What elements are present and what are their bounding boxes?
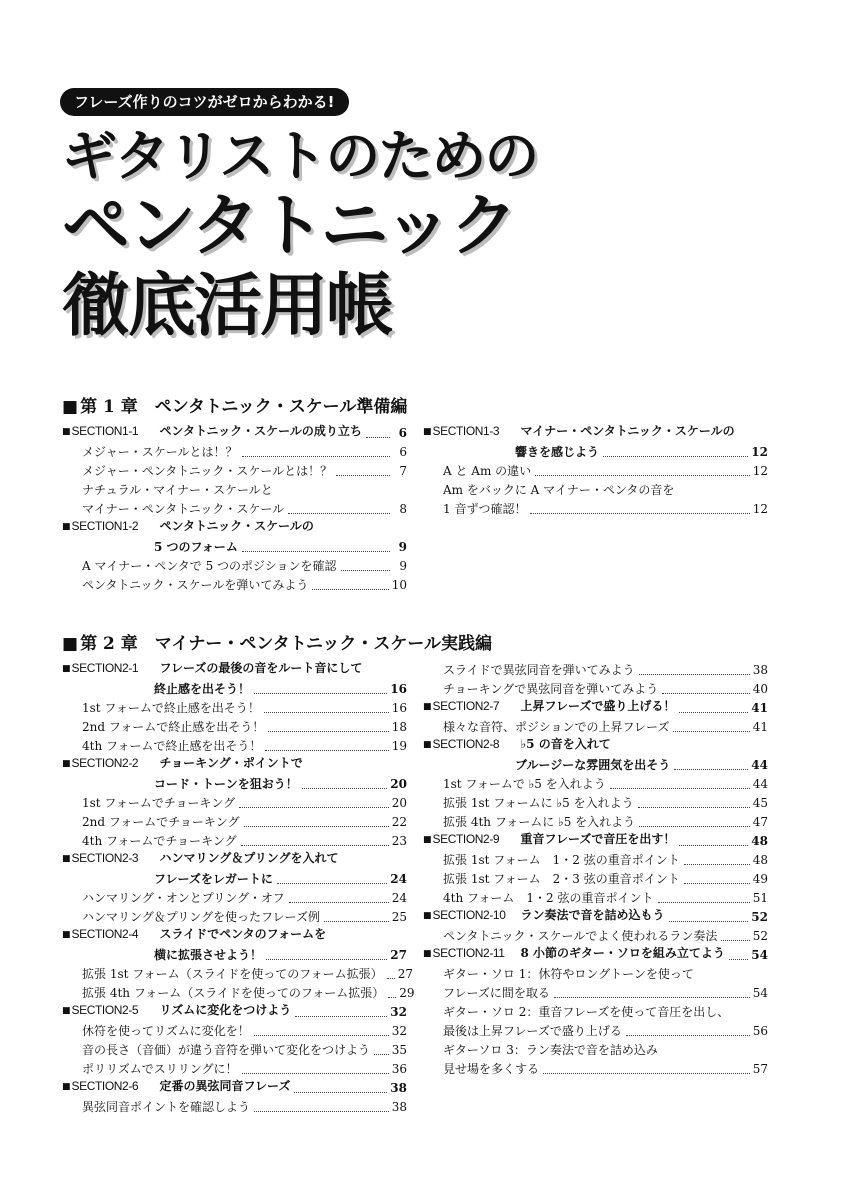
section-number: SECTION2-9 bbox=[432, 832, 500, 846]
page-number: 12 bbox=[751, 445, 768, 459]
page-number: 6 bbox=[399, 445, 407, 459]
dot-leader bbox=[669, 921, 749, 922]
page-number: 38 bbox=[391, 1100, 407, 1114]
dot-leader bbox=[254, 1035, 389, 1036]
toc-entry-text: チョーキング・ポイントで bbox=[159, 756, 303, 770]
page-number: 12 bbox=[752, 502, 768, 516]
toc-entry-text: ラン奏法で音を詰め込もう bbox=[520, 908, 665, 922]
dot-leader bbox=[244, 826, 389, 827]
toc-subentry bbox=[423, 1041, 768, 1060]
toc-entry-text: ペンタトニック・スケールの成り立ち bbox=[159, 424, 362, 438]
toc-entry-title bbox=[423, 422, 735, 443]
toc-subentry bbox=[62, 699, 407, 718]
toc-entry-text: 響きを感じよう bbox=[515, 445, 600, 459]
toc-section-entry bbox=[62, 851, 407, 870]
page-number: 54 bbox=[752, 986, 768, 1000]
toc-entry-title bbox=[82, 462, 332, 481]
toc-entry-text: 5 つのフォーム bbox=[154, 540, 238, 554]
toc-section-entry bbox=[62, 870, 407, 889]
toc-entry-text: ペンタトニック・スケールを弾いてみよう bbox=[82, 578, 309, 592]
toc-entry-text: A と Am の違い bbox=[443, 464, 532, 478]
dot-leader bbox=[288, 513, 390, 514]
toc-entry-text: 定番の異弦同音フレーズ bbox=[159, 1079, 291, 1093]
dot-leader bbox=[673, 731, 749, 732]
toc-entry-text: 横に拡張させよう！ bbox=[154, 948, 263, 962]
toc-entry-text: 重音フレーズで音圧を出す！ bbox=[520, 832, 676, 846]
toc-section-entry bbox=[423, 946, 768, 965]
toc-entry-text: 休符を使ってリズムに変化を！ bbox=[82, 1024, 250, 1038]
toc-section-entry bbox=[423, 737, 768, 756]
toc-subentry bbox=[62, 965, 413, 984]
toc-entry-text: 2nd フォームで終止感を出そう！ bbox=[82, 720, 265, 734]
toc-section-entry bbox=[62, 680, 407, 699]
toc-entry-title bbox=[443, 1003, 729, 1022]
toc-subentry bbox=[423, 851, 768, 870]
toc-section-entry bbox=[62, 661, 407, 680]
toc-entry-title bbox=[443, 851, 680, 870]
chapter-1-heading: ■ 第 1 章 ペンタトニック・スケール準備編 bbox=[62, 395, 407, 419]
toc-entry-text: フレーズの最後の音をルート音にして bbox=[159, 661, 363, 675]
page-number: 6 bbox=[398, 426, 407, 440]
section-number: SECTION2-4 bbox=[71, 927, 139, 941]
dot-leader bbox=[530, 513, 749, 514]
toc-subentry bbox=[423, 984, 768, 1003]
toc-entry-title bbox=[82, 794, 235, 813]
toc-entry-text: スライドで異弦同音を弾いてみよう bbox=[443, 663, 635, 677]
page-number: 41 bbox=[752, 720, 768, 734]
toc-entry-text: リズムに変化をつけよう bbox=[159, 1003, 292, 1017]
toc-entry-text: ペンタトニック・スケールの bbox=[159, 519, 314, 533]
dot-leader bbox=[658, 902, 750, 903]
page-number: 18 bbox=[391, 720, 407, 734]
toc-entry-title bbox=[515, 756, 670, 775]
page-number: 19 bbox=[391, 739, 407, 753]
toc-subentry bbox=[423, 775, 768, 794]
toc-section-entry bbox=[62, 756, 407, 775]
toc-entry-title bbox=[154, 538, 238, 557]
toc-section-entry bbox=[423, 832, 768, 851]
page-number: 57 bbox=[752, 1062, 768, 1076]
chapter-2-toc-right bbox=[423, 661, 768, 1079]
page-number: 35 bbox=[391, 1043, 407, 1057]
dot-leader bbox=[603, 456, 748, 457]
dot-leader bbox=[388, 997, 396, 998]
toc-entry-text: 1st フォームで終止感を出そう！ bbox=[82, 701, 260, 715]
dot-leader bbox=[554, 997, 750, 998]
page-number: 16 bbox=[390, 682, 407, 696]
dot-leader bbox=[294, 1092, 387, 1093]
toc-subentry bbox=[62, 1022, 407, 1041]
dot-leader bbox=[289, 902, 389, 903]
page-number: 36 bbox=[391, 1062, 407, 1076]
page-number: 44 bbox=[751, 758, 768, 772]
toc-entry-text: 拡張 4th フォーム（スライドを使ってのフォーム拡張） bbox=[82, 986, 385, 1000]
toc-entry-title bbox=[82, 965, 383, 984]
page-number: 44 bbox=[752, 777, 768, 791]
toc-subentry bbox=[62, 576, 407, 595]
toc-entry-title bbox=[62, 1001, 291, 1022]
toc-entry-text: ブルージーな雰囲気を出そう bbox=[515, 758, 671, 772]
toc-section-entry bbox=[62, 1003, 407, 1022]
chapter-2-toc-left bbox=[62, 661, 415, 1117]
dot-leader bbox=[639, 826, 750, 827]
toc-entry-title bbox=[443, 870, 680, 889]
dot-leader bbox=[679, 712, 748, 713]
toc-entry-title bbox=[154, 680, 250, 699]
dot-leader bbox=[266, 959, 387, 960]
page-number: 38 bbox=[390, 1081, 407, 1095]
section-number: SECTION2-8 bbox=[432, 737, 500, 751]
toc-entry-text: 上昇フレーズで盛り上げる！ bbox=[520, 699, 676, 713]
toc-subentry bbox=[62, 1041, 407, 1060]
page-number: 38 bbox=[752, 663, 768, 677]
toc-entry-title bbox=[82, 1041, 370, 1060]
toc-entry-text: ポリリズムでスリリングに！ bbox=[82, 1062, 238, 1076]
toc-entry-text: フレーズに間を取る bbox=[443, 986, 550, 1000]
toc-entry-text: ギター・ソロ 1：休符やロングトーンを使って bbox=[443, 967, 694, 981]
page-number: 24 bbox=[391, 891, 407, 905]
toc-subentry bbox=[423, 794, 768, 813]
toc-entry-title bbox=[443, 661, 635, 680]
dot-leader bbox=[254, 1111, 389, 1112]
page-number: 20 bbox=[390, 777, 407, 791]
toc-entry-text: ナチュラル・マイナー・スケールと bbox=[82, 483, 273, 497]
toc-subentry bbox=[423, 1060, 768, 1079]
toc-subentry bbox=[62, 557, 407, 576]
toc-entry-title bbox=[82, 481, 273, 500]
section-number: SECTION2-6 bbox=[71, 1079, 139, 1093]
page-number: 29 bbox=[399, 986, 415, 1000]
toc-entry-text: マイナー・ペンタトニック・スケール bbox=[82, 502, 285, 516]
dot-leader bbox=[277, 883, 387, 884]
page-number: 27 bbox=[390, 948, 407, 962]
toc-section-entry bbox=[62, 424, 407, 443]
dot-leader bbox=[254, 693, 387, 694]
page-number: 48 bbox=[751, 834, 768, 848]
dot-leader bbox=[374, 1054, 389, 1055]
book-title-line-2: ペンタトニック bbox=[62, 187, 516, 266]
section-number: SECTION1-1 bbox=[71, 424, 139, 438]
chapter-2-heading: ■ 第 2 章 マイナー・ペンタトニック・スケール実践編 bbox=[62, 632, 492, 656]
toc-entry-text: 1 音ずつ確認！ bbox=[443, 502, 527, 516]
page-number: 49 bbox=[752, 872, 768, 886]
toc-entry-text: ペンタトニック・スケールでよく使われるラン奏法 bbox=[443, 929, 718, 943]
toc-entry-title bbox=[82, 557, 337, 576]
toc-entry-text: メジャー・スケールとは！？ bbox=[82, 445, 238, 459]
toc-entry-title bbox=[423, 735, 611, 756]
page-number: 16 bbox=[391, 701, 407, 715]
dot-leader bbox=[241, 845, 389, 846]
toc-entry-text: ♭5 の音を入れて bbox=[520, 737, 611, 751]
toc-entry-text: ハンマリング＆プリングを入れて bbox=[159, 851, 339, 865]
dot-leader bbox=[679, 845, 748, 846]
toc-entry-text: Am をバックに A マイナー・ペンタの音を bbox=[443, 483, 675, 497]
toc-entry-text: ハンマリング・オンとプリング・オフ bbox=[82, 891, 285, 905]
toc-section-entry bbox=[62, 519, 407, 538]
section-number: SECTION2-10 bbox=[432, 908, 506, 922]
section-number: SECTION1-2 bbox=[71, 519, 139, 533]
page-number: 47 bbox=[752, 815, 768, 829]
section-number: SECTION2-1 bbox=[71, 661, 139, 675]
dot-leader bbox=[239, 807, 389, 808]
page-number: 48 bbox=[752, 853, 768, 867]
toc-subentry bbox=[62, 718, 407, 737]
dot-leader bbox=[684, 864, 750, 865]
dot-leader bbox=[312, 589, 388, 590]
page-number: 9 bbox=[398, 540, 407, 554]
dot-leader bbox=[366, 437, 390, 438]
toc-entry-title bbox=[62, 422, 362, 443]
page-number: 32 bbox=[391, 1024, 407, 1038]
toc-subentry bbox=[423, 965, 768, 984]
page-number: 20 bbox=[391, 796, 407, 810]
toc-subentry bbox=[423, 481, 768, 500]
toc-entry-text: 異弦同音ポイントを確認しよう bbox=[82, 1100, 251, 1114]
toc-entry-title bbox=[62, 517, 314, 538]
toc-section-entry bbox=[423, 908, 768, 927]
toc-entry-title bbox=[62, 849, 339, 870]
toc-entry-title bbox=[443, 775, 606, 794]
toc-entry-text: 4th フォームでチョーキング bbox=[82, 834, 237, 848]
dot-leader bbox=[387, 978, 395, 979]
page-number: 32 bbox=[390, 1005, 407, 1019]
toc-entry-text: 2nd フォームでチョーキング bbox=[82, 815, 240, 829]
toc-entry-title bbox=[82, 718, 264, 737]
toc-entry-title bbox=[154, 870, 273, 889]
toc-entry-title bbox=[82, 889, 285, 908]
page-number: 52 bbox=[751, 910, 768, 924]
toc-entry-title bbox=[82, 443, 238, 462]
page-number: 45 bbox=[752, 796, 768, 810]
toc-entry-title bbox=[423, 830, 675, 851]
toc-entry-title bbox=[62, 659, 362, 680]
page-number: 56 bbox=[752, 1024, 768, 1038]
toc-entry-text: 拡張 1st フォームに ♭5 を入れよう bbox=[443, 796, 634, 810]
page-number: 40 bbox=[752, 682, 768, 696]
toc-entry-title bbox=[443, 794, 634, 813]
toc-section-entry bbox=[62, 946, 407, 965]
page-number: 52 bbox=[752, 929, 768, 943]
toc-entry-text: A マイナー・ペンタで 5 つのポジションを確認 bbox=[82, 559, 337, 573]
page-number: 27 bbox=[397, 967, 413, 981]
toc-entry-text: 8 小節のギター・ソロを組み立てよう bbox=[520, 946, 725, 960]
toc-entry-title bbox=[443, 1060, 539, 1079]
dot-leader bbox=[242, 456, 390, 457]
toc-entry-text: フレーズをレガートに bbox=[154, 872, 273, 886]
section-number: SECTION2-5 bbox=[71, 1003, 139, 1017]
dot-leader bbox=[626, 1035, 750, 1036]
dot-leader bbox=[638, 807, 750, 808]
dot-leader bbox=[662, 693, 749, 694]
toc-entry-title bbox=[443, 1041, 658, 1060]
toc-entry-title bbox=[82, 813, 240, 832]
toc-entry-title bbox=[82, 699, 260, 718]
toc-entry-title bbox=[154, 775, 298, 794]
toc-entry-text: 拡張 4th フォームに ♭5 を入れよう bbox=[443, 815, 636, 829]
page-number: 41 bbox=[751, 701, 768, 715]
dot-leader bbox=[729, 959, 748, 960]
toc-entry-title bbox=[423, 944, 725, 965]
dot-leader bbox=[264, 712, 389, 713]
toc-entry-text: ハンマリング＆プリングを使ったフレーズ例 bbox=[82, 910, 320, 924]
toc-entry-title bbox=[443, 984, 550, 1003]
toc-entry-title bbox=[154, 946, 262, 965]
dot-leader bbox=[610, 788, 750, 789]
toc-entry-title bbox=[423, 906, 665, 927]
dot-leader bbox=[639, 674, 750, 675]
toc-entry-text: マイナー・ペンタトニック・スケールの bbox=[520, 424, 735, 438]
dot-leader bbox=[721, 940, 749, 941]
toc-subentry bbox=[62, 1098, 407, 1117]
toc-entry-title bbox=[443, 1022, 622, 1041]
toc-entry-text: スライドでペンタのフォームを bbox=[159, 927, 327, 941]
page-number: 22 bbox=[391, 815, 407, 829]
toc-entry-title bbox=[82, 1098, 250, 1117]
dot-leader bbox=[684, 883, 750, 884]
toc-section-entry bbox=[62, 538, 407, 557]
toc-subentry bbox=[423, 1003, 768, 1022]
toc-entry-title bbox=[443, 481, 674, 500]
toc-entry-title bbox=[443, 462, 531, 481]
dot-leader bbox=[674, 769, 748, 770]
toc-entry-text: ギターソロ 3：ラン奏法で音を詰め込み bbox=[443, 1043, 658, 1057]
page-number: 9 bbox=[399, 559, 407, 573]
tagline-badge: フレーズ作りのコツがゼロからわかる! bbox=[60, 88, 349, 116]
dot-leader bbox=[268, 731, 388, 732]
toc-entry-text: チョーキングで異弦同音を弾いてみよう bbox=[443, 682, 659, 696]
page-number: 54 bbox=[751, 948, 768, 962]
dot-leader bbox=[336, 475, 390, 476]
toc-section-entry bbox=[423, 424, 768, 443]
dot-leader bbox=[535, 475, 750, 476]
section-number: SECTION2-2 bbox=[71, 756, 139, 770]
toc-section-entry bbox=[423, 443, 768, 462]
dot-leader bbox=[543, 1073, 750, 1074]
toc-entry-title bbox=[443, 965, 694, 984]
page-number: 8 bbox=[399, 502, 407, 516]
toc-section-entry bbox=[62, 927, 407, 946]
toc-subentry bbox=[62, 481, 407, 500]
dot-leader bbox=[265, 750, 388, 751]
dot-leader bbox=[341, 570, 391, 571]
page-number: 51 bbox=[752, 891, 768, 905]
toc-entry-title bbox=[443, 500, 526, 519]
section-number: SECTION2-3 bbox=[71, 851, 139, 865]
toc-subentry bbox=[423, 661, 768, 680]
toc-subentry bbox=[423, 870, 768, 889]
toc-entry-text: 拡張 1st フォーム（スライドを使ってのフォーム拡張） bbox=[82, 967, 383, 981]
page-number: 7 bbox=[399, 464, 407, 478]
toc-entry-title bbox=[62, 754, 303, 775]
page-number: 12 bbox=[752, 464, 768, 478]
toc-entry-text: 最後は上昇フレーズで盛り上げる bbox=[443, 1024, 622, 1038]
toc-subentry bbox=[423, 1022, 768, 1041]
toc-entry-text: 1st フォームで ♭5 を入れよう bbox=[443, 777, 606, 791]
toc-entry-text: 拡張 1st フォーム 2・3 弦の重音ポイント bbox=[443, 872, 680, 886]
toc-entry-text: コード・トーンを狙おう！ bbox=[154, 777, 298, 791]
dot-leader bbox=[242, 1073, 389, 1074]
toc-entry-text: 4th フォーム 1・2 弦の重音ポイント bbox=[443, 891, 654, 905]
toc-entry-text: メジャー・ペンタトニック・スケールとは！？ bbox=[82, 464, 333, 478]
toc-subentry bbox=[423, 500, 768, 519]
dot-leader bbox=[242, 551, 390, 552]
toc-subentry bbox=[62, 889, 407, 908]
toc-subentry bbox=[62, 443, 407, 462]
book-title-line-3: 徹底活用帳 bbox=[62, 267, 393, 346]
toc-subentry bbox=[62, 813, 407, 832]
page-number: 25 bbox=[391, 910, 407, 924]
toc-entry-text: 4th フォームで終止感を出そう！ bbox=[82, 739, 262, 753]
toc-entry-title bbox=[62, 925, 326, 946]
toc-entry-text: 様々な音符、ポジションでの上昇フレーズ bbox=[443, 720, 670, 734]
dot-leader bbox=[302, 788, 388, 789]
toc-subentry bbox=[423, 462, 768, 481]
page-number: 23 bbox=[391, 834, 407, 848]
chapter-1-toc-left bbox=[62, 424, 407, 595]
page-number: 24 bbox=[390, 872, 407, 886]
toc-section-entry bbox=[62, 1079, 407, 1098]
toc-entry-title bbox=[423, 697, 675, 718]
section-number: SECTION1-3 bbox=[432, 424, 500, 438]
toc-entry-text: 音の長さ（音価）が違う音符を弾いて変化をつけよう bbox=[82, 1043, 371, 1057]
toc-subentry bbox=[62, 462, 407, 481]
toc-entry-title bbox=[82, 576, 308, 595]
book-title-line-1: ギタリストのための bbox=[62, 124, 538, 188]
section-number: SECTION2-11 bbox=[432, 946, 505, 960]
toc-entry-text: 1st フォームでチョーキング bbox=[82, 796, 236, 810]
toc-entry-title bbox=[515, 443, 599, 462]
section-number: SECTION2-7 bbox=[432, 699, 500, 713]
toc-entry-text: ギター・ソロ 2：重音フレーズを使って音圧を出し、 bbox=[443, 1005, 730, 1019]
dot-leader bbox=[324, 921, 389, 922]
page-number: 10 bbox=[391, 578, 407, 592]
toc-entry-text: 拡張 1st フォーム 1・2 弦の重音ポイント bbox=[443, 853, 680, 867]
toc-entry-title bbox=[82, 1022, 250, 1041]
toc-entry-text: 見せ場を多くする bbox=[443, 1062, 540, 1076]
toc-subentry bbox=[62, 794, 407, 813]
toc-section-entry bbox=[423, 756, 768, 775]
toc-section-entry bbox=[423, 699, 768, 718]
toc-entry-title bbox=[62, 1077, 290, 1098]
dot-leader bbox=[295, 1016, 387, 1017]
toc-section-entry bbox=[62, 775, 407, 794]
toc-entry-text: 終止感を出そう！ bbox=[154, 682, 251, 696]
chapter-1-toc-right bbox=[423, 424, 768, 519]
